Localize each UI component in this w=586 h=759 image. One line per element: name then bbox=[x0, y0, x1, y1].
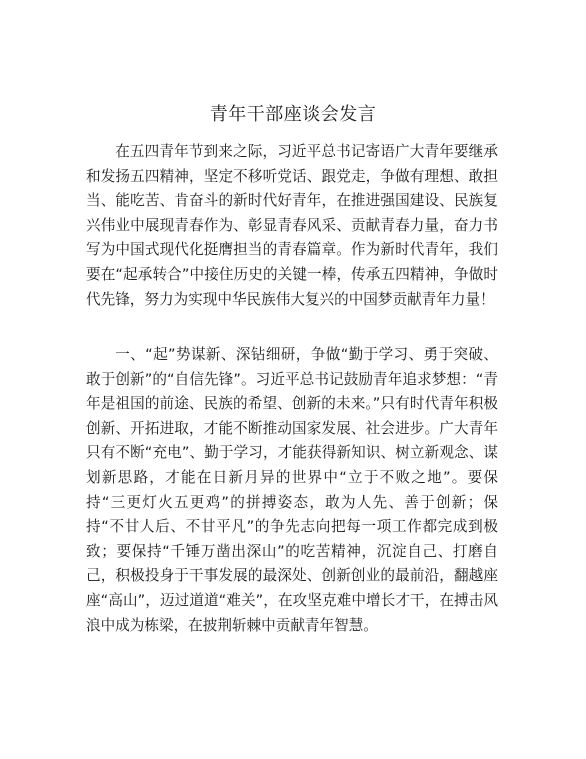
paragraph-intro: 在五四青年节到来之际，习近平总书记寄语广大青年要继承和发扬五四精神，坚定不移听党话、跟党走，争做有理想、敢担当、能吃苦、肯奋斗的新时代好青年，在推进强国建设、民族复兴伟业中展现青春作为、彰显青春风采、贡献青春力量，奋力书写为中国式现代化挺膺担当的青春篇章。作为新时代青年，我们要在“起承转合”中接住历史的关键一棒，传承五四精神，争做时代先锋，努力为实现中华民族伟大复兴的中国梦贡献青年力量！ bbox=[86, 143, 498, 308]
document-title: 青年干部座谈会发言 bbox=[209, 104, 377, 125]
paragraph-section-one: 一、“起”势谋新、深钻细研，争做“勤于学习、勇于突破、敢于创新”的“自信先锋”。习近平总书记鼓励青年追求梦想：“青年是祖国的前途、民族的希望、创新的未来。”只有时代青年积极创新、开拓进取，才能不断推动国家发展、社会进步。广大青年只有不断“充电”、勤于学习，才能获得新知识、树立新观念、谋划新思路，才能在日新月异的世界中“立于不败之地”。要保持“三更灯火五更鸡”的拼搏姿态，敢为人先、善于创新；保持“不甘人后、不甘平凡”的争先志向把每一项工作都完成到极致；要保持“千锤万凿出深山”的吃苦精神，沉淀自己、打磨自己，积极投身于干事发展的最深处、创新创业的最前沿，翻越座座“高山”，迈过道道“难关”，在攻坚克难中增长才干，在搏击风浪中成为栋梁，在披荆斩棘中贡献青年智慧。 bbox=[86, 346, 498, 634]
